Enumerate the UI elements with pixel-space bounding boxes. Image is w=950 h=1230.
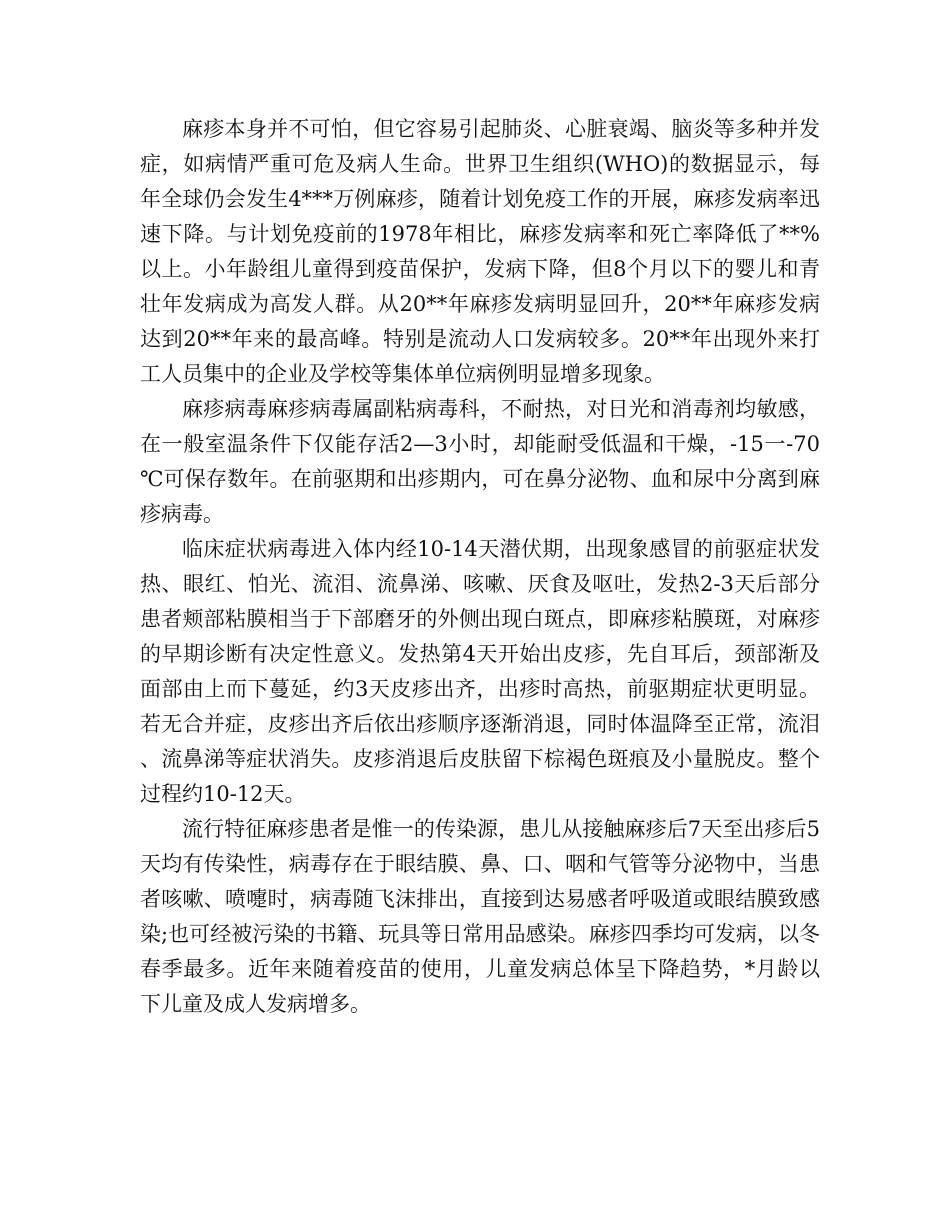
document-body [140, 112, 820, 1022]
paragraph-epidemiology: 流行特征麻疹患者是惟一的传染源，患儿从接触麻疹后7天至出疹后5天均有传染性，病毒存在于眼结膜、鼻、口、咽和气管等分泌物中，当患者咳嗽、喷嚏时，病毒随飞沫排出，直接到达易感者呼吸道或眼结膜致感染;也可经被污染的书籍、玩具等日常用品感染。麻疹四季均可发病，以冬春季最多。近年来随着疫苗的使用，儿童发病总体呈下降趋势，*月龄以下儿童及成人发病增多。 [140, 817, 820, 1016]
paragraph-clinical-symptoms: 临床症状病毒进入体内经10-14天潜伏期，出现象感冒的前驱症状发热、眼红、怕光、流泪、流鼻涕、咳嗽、厌食及呕吐，发热2-3天后部分患者颊部粘膜相当于下部磨牙的外侧出现白斑点，即麻疹粘膜斑，对麻疹的早期诊断有决定性意义。发热第4天开始出皮疹，先自耳后，颈部渐及面部由上而下蔓延，约3天皮疹出齐，出疹时高热，前驱期症状更明显。若无合并症，皮疹出齐后依出疹顺序逐渐消退，同时体温降至正常，流泪、流鼻涕等症状消失。皮疹消退后皮肤留下棕褐色斑痕及小量脱皮。整个过程约10-12天。 [140, 537, 820, 806]
paragraph-measles-virus: 麻疹病毒麻疹病毒属副粘病毒科，不耐热，对日光和消毒剂均敏感，在一般室温条件下仅能存活2—3小时，却能耐受低温和干燥，-15一-70℃可保存数年。在前驱期和出疹期内，可在鼻分泌物、血和尿中分离到麻疹病毒。 [140, 397, 820, 526]
paragraph-measles-complications: 麻疹本身并不可怕，但它容易引起肺炎、心脏衰竭、脑炎等多种并发症，如病情严重可危及病人生命。世界卫生组织(WHO)的数据显示，每年全球仍会发生4***万例麻疹，随着计划免疫工作的开展，麻疹发病率迅速下降。与计划免疫前的1978年相比，麻疹发病率和死亡率降低了**%以上。小年龄组儿童得到疫苗保护，发病下降，但8个月以下的婴儿和青壮年发病成为高发人群。从20**年麻疹发病明显回升，20**年麻疹发病达到20**年来的最高峰。特别是流动人口发病较多。20**年出现外来打工人员集中的企业及学校等集体单位病例明显增多现象。 [140, 117, 820, 386]
